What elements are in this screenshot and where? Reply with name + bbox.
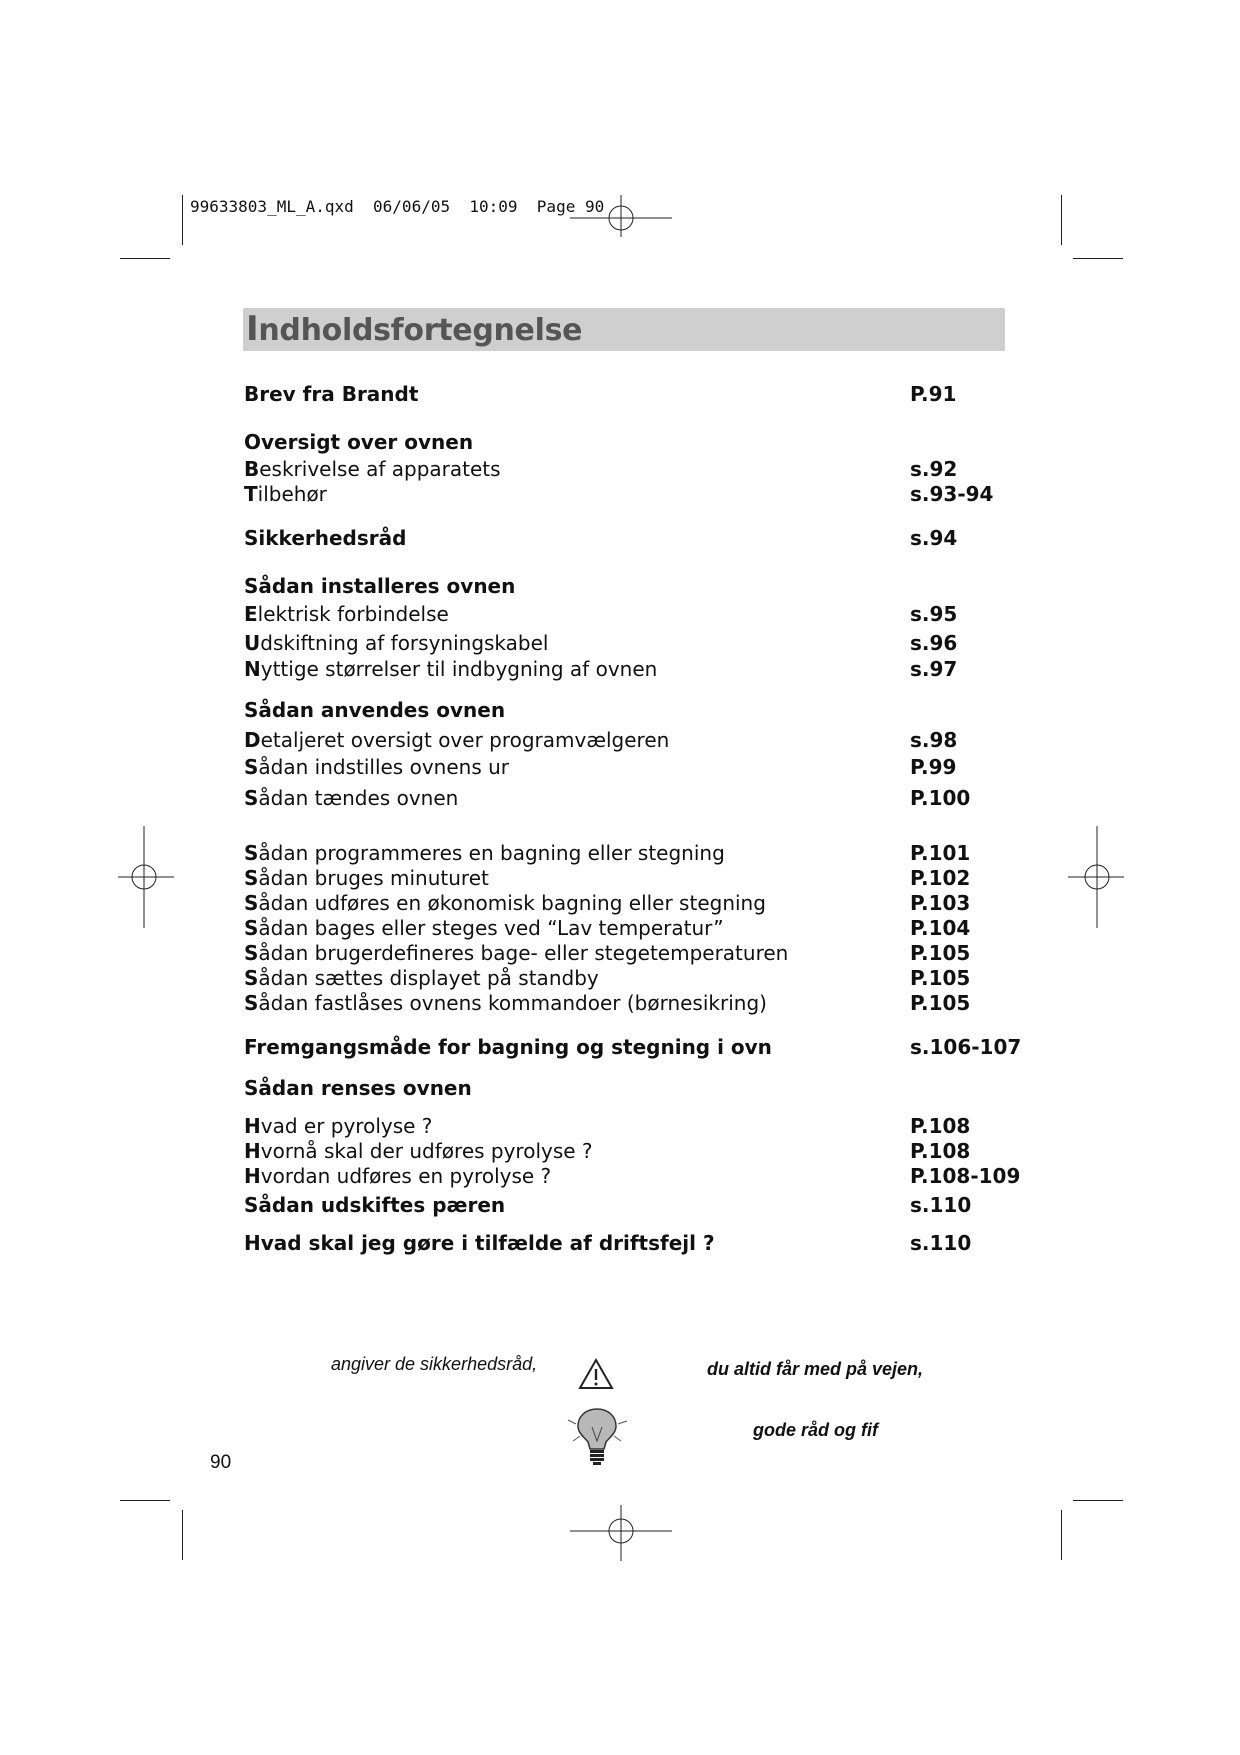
toc-row [244,381,1024,407]
toc-row [244,601,1024,627]
title-rest: ndholdsfortegnelse [258,313,583,348]
crop-mark [1073,258,1123,259]
toc-page: s.106-107 [910,1035,1022,1059]
toc-row [244,1034,1024,1060]
slug-file: 99633803_ML_A.qxd [190,197,354,216]
toc-initial: D [244,728,261,752]
toc-page: s.93-94 [910,482,994,506]
crop-mark [1061,195,1062,245]
toc-initial: H [244,1164,261,1188]
page-title [246,308,582,352]
toc-row [244,481,1024,507]
toc-label: Sådan installeres ovnen [244,574,516,598]
toc-row [244,727,1024,753]
toc-row [244,630,1024,656]
toc-row [244,890,1024,916]
toc-row [244,1163,1024,1189]
toc-initial: N [244,657,261,681]
toc-page: P.108 [910,1114,971,1138]
toc-page: P.108 [910,1139,971,1163]
toc-page: P.100 [910,786,971,810]
crop-mark [120,1500,170,1501]
crop-mark [120,258,170,259]
toc-label: vad er pyrolyse ? [260,1114,433,1138]
toc-row [244,865,1024,891]
registration-mark-left [118,826,174,928]
toc-label: ådan programmeres en bagning eller stegning [258,841,725,865]
toc-initial: B [244,457,260,481]
toc-page: s.94 [910,526,958,550]
toc-row [244,1230,1024,1256]
toc-label: lektrisk forbindelse [257,602,449,626]
lightbulb-icon [565,1405,629,1469]
toc-row [244,990,1024,1016]
toc-row [244,915,1024,941]
toc-label: etaljeret oversigt over programvælgeren [260,728,670,752]
toc-label: ilbehør [257,482,327,506]
crop-mark [1061,1510,1062,1560]
toc-label: ådan indstilles ovnens ur [258,755,509,779]
toc-page: s.96 [910,631,958,655]
toc-row [244,429,1024,455]
slug-time: 10:09 [469,197,518,216]
warning-triangle-icon [578,1358,614,1390]
toc-label: eskrivelse af apparatets [259,457,501,481]
toc-page: P.91 [910,382,957,406]
toc-initial: S [244,841,259,865]
toc-initial: S [244,991,259,1015]
toc-row [244,573,1024,599]
toc-label: Sikkerhedsråd [244,526,407,550]
slug-date: 06/06/05 [373,197,451,216]
toc-row [244,965,1024,991]
title-bar [243,308,1005,351]
toc-label: vordan udføres en pyrolyse ? [260,1164,552,1188]
toc-page: P.105 [910,941,971,965]
toc-page: P.102 [910,866,971,890]
title-initial: I [246,309,259,349]
toc-initial: H [244,1114,261,1138]
toc-row [244,754,1024,780]
toc-label: ådan udføres en økonomisk bagning eller stegning [258,891,766,915]
toc-row [244,940,1024,966]
toc-label: ådan sættes displayet på standby [258,966,599,990]
toc-label: ådan brugerdefineres bage- eller stegetemperaturen [258,941,789,965]
toc-row [244,456,1024,482]
toc-label: dskiftning af forsyningskabel [260,631,549,655]
warning-legend-text-right: du altid får med på vejen, [707,1359,924,1379]
toc-row [244,697,1024,723]
toc-page: s.92 [910,457,958,481]
toc-label: ådan bages eller steges ved “Lav temperatur” [258,916,724,940]
toc-initial: S [244,891,259,915]
toc-page: s.110 [910,1231,972,1255]
toc-label: Sådan udskiftes pæren [244,1193,506,1217]
warning-legend-text: angiver de sikkerhedsråd, [331,1354,538,1374]
toc-label: Brev fra Brandt [244,382,419,406]
toc-label: ådan fastlåses ovnens kommandoer (børnesikring) [258,991,767,1015]
toc-page: P.103 [910,891,971,915]
tip-legend-text: gode råd og fif [753,1420,878,1440]
toc-label: Fremgangsmåde for bagning og stegning i ovn [244,1035,772,1059]
toc-page: P.101 [910,841,971,865]
toc-page: s.98 [910,728,958,752]
toc-row [244,1075,1024,1101]
toc-initial: S [244,941,259,965]
toc-initial: S [244,966,259,990]
print-slug [190,197,604,216]
toc-page: P.99 [910,755,957,779]
toc-label: yttige størrelser til indbygning af ovnen [260,657,658,681]
toc-page: s.110 [910,1193,972,1217]
slug-page: Page 90 [536,197,605,216]
registration-mark-bottom [570,1505,672,1561]
registration-mark-right [1068,826,1124,928]
toc-label: ådan bruges minuturet [258,866,489,890]
toc-initial: H [244,1139,261,1163]
toc-initial: E [244,602,258,626]
toc-row [244,525,1024,551]
toc-page: s.95 [910,602,958,626]
toc-page: P.104 [910,916,971,940]
toc-initial: T [244,482,258,506]
toc-row [244,785,1024,811]
toc-initial: S [244,755,259,779]
toc-initial: U [244,631,261,655]
toc-initial: S [244,866,259,890]
toc-row [244,1138,1024,1164]
toc-label: Sådan anvendes ovnen [244,698,506,722]
toc-label: Oversigt over ovnen [244,430,474,454]
toc-label: Sådan renses ovnen [244,1076,472,1100]
toc-row [244,840,1024,866]
crop-mark [1073,1500,1123,1501]
toc-row [244,656,1024,682]
toc-page: P.108-109 [910,1164,1021,1188]
crop-mark [182,1510,183,1560]
toc-label: ådan tændes ovnen [258,786,459,810]
toc-row [244,1113,1024,1139]
toc-initial: S [244,916,259,940]
toc-label: vornå skal der udføres pyrolyse ? [260,1139,593,1163]
toc-page: P.105 [910,966,971,990]
toc-page: P.105 [910,991,971,1015]
toc-page: s.97 [910,657,958,681]
toc-label: Hvad skal jeg gøre i tilfælde af driftsfejl ? [244,1231,715,1255]
page-number: 90 [210,1452,232,1473]
toc-initial: S [244,786,259,810]
crop-mark [182,195,183,245]
toc-row [244,1192,1024,1218]
